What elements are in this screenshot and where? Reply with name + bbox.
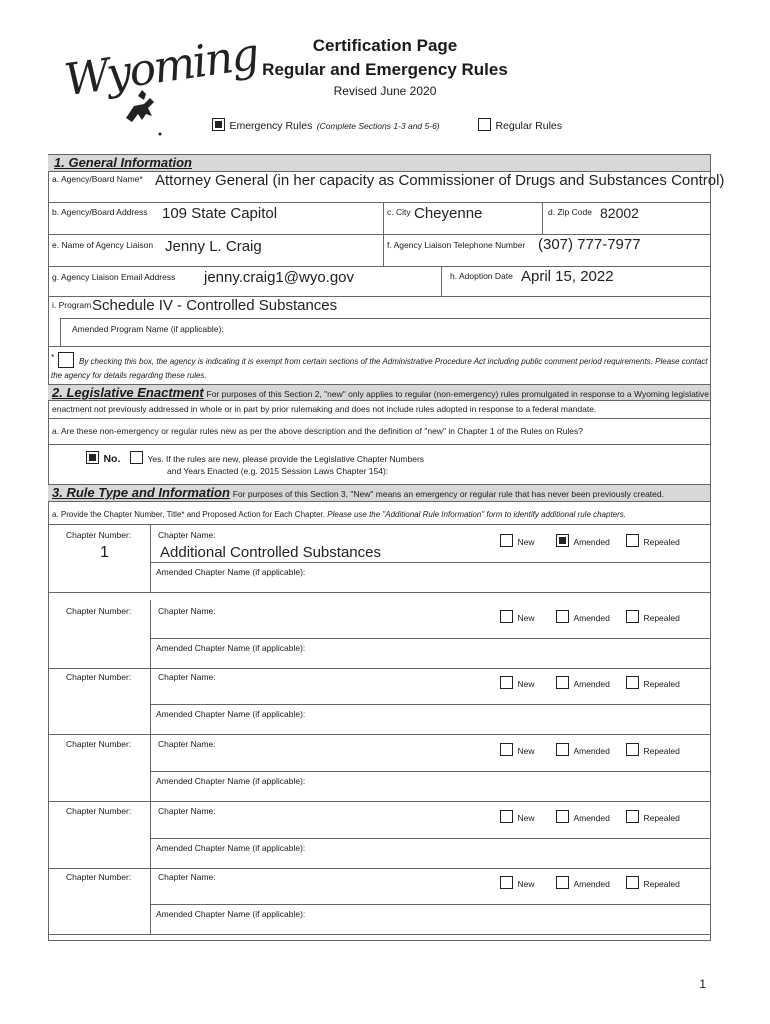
chapter-name-label: Chapter Name: <box>158 606 216 616</box>
liaison-phone-value[interactable]: (307) 777-7977 <box>538 236 641 253</box>
new-label: New <box>517 537 535 547</box>
chapter-name-label: Chapter Name: <box>158 672 216 682</box>
no-checkbox[interactable] <box>86 451 99 464</box>
chapter-name-label: Chapter Name: <box>158 806 216 816</box>
section2-intro-block <box>52 385 710 417</box>
new-checkbox[interactable] <box>500 810 513 823</box>
amended-checkbox[interactable] <box>556 676 569 689</box>
chapter-number-label: Chapter Number: <box>66 872 132 882</box>
amended-label: Amended <box>573 537 610 547</box>
repealed-label: Repealed <box>643 613 680 623</box>
chapter-number-label: Chapter Number: <box>66 739 132 749</box>
no-label: No. <box>103 453 121 465</box>
new-option[interactable] <box>500 532 534 550</box>
liaison-name-value[interactable]: Jenny L. Craig <box>165 238 262 255</box>
agency-name-value[interactable]: Attorney General (in her capacity as Commissioner of Drugs and Substances Control) <box>155 172 725 189</box>
amended-label: Amended <box>573 813 610 823</box>
page-title: Certification Page <box>312 36 458 55</box>
chapter-name-label: Chapter Name: <box>158 530 216 540</box>
new-option[interactable] <box>500 741 534 759</box>
amended-chapter-name-label: Amended Chapter Name (if applicable): <box>156 567 306 577</box>
yes-checkbox[interactable] <box>130 451 143 464</box>
repealed-label: Repealed <box>643 813 680 823</box>
repealed-checkbox[interactable] <box>626 876 639 889</box>
repealed-checkbox[interactable] <box>626 534 639 547</box>
liaison-name-label: e. Name of Agency Liaison <box>52 240 154 250</box>
amended-chapter-name-label: Amended Chapter Name (if applicable): <box>156 776 306 786</box>
amended-label: Amended <box>573 679 610 689</box>
repealed-option[interactable] <box>626 874 680 892</box>
no-option[interactable] <box>86 449 120 467</box>
regular-rules-label: Regular Rules <box>495 120 562 132</box>
wyoming-logo-text: Wyoming <box>61 28 261 107</box>
chapter-name-value[interactable]: Additional Controlled Substances <box>160 544 381 561</box>
chapter-name-label: Chapter Name: <box>158 739 216 749</box>
new-option[interactable] <box>500 808 534 826</box>
chapter-number-value[interactable]: 1 <box>100 544 109 561</box>
repealed-checkbox[interactable] <box>626 676 639 689</box>
repealed-option[interactable] <box>626 674 680 692</box>
revised-date: Revised June 2020 <box>333 84 437 98</box>
new-checkbox[interactable] <box>500 876 513 889</box>
repealed-option[interactable] <box>626 741 680 759</box>
chapter-number-label: Chapter Number: <box>66 806 132 816</box>
amended-checkbox[interactable] <box>556 743 569 756</box>
new-option[interactable] <box>500 674 534 692</box>
amended-chapter-name-label: Amended Chapter Name (if applicable): <box>156 843 306 853</box>
amended-label: Amended <box>573 879 610 889</box>
new-option[interactable] <box>500 874 534 892</box>
repealed-label: Repealed <box>643 879 680 889</box>
amended-option[interactable] <box>556 608 610 626</box>
amended-checkbox[interactable] <box>556 534 569 547</box>
amended-chapter-name-label: Amended Chapter Name (if applicable): <box>156 643 306 653</box>
section3-instruction: a. Provide the Chapter Number, Title* and Proposed Action for Each Chapter. <box>52 510 326 519</box>
amended-option[interactable] <box>556 808 610 826</box>
yes-option[interactable] <box>130 449 424 467</box>
repealed-option[interactable] <box>626 532 680 550</box>
amended-program-label: Amended Program Name (if applicable): <box>72 324 224 334</box>
section2-heading: 2. Legislative Enactment <box>52 385 204 400</box>
new-label: New <box>517 679 535 689</box>
new-checkbox[interactable] <box>500 676 513 689</box>
section1-heading: 1. General Information <box>54 155 192 170</box>
zip-code-label: d. Zip Code <box>548 207 592 217</box>
section3-intro-block <box>52 485 664 500</box>
amended-checkbox[interactable] <box>556 810 569 823</box>
amended-option[interactable] <box>556 874 610 892</box>
page-subtitle: Regular and Emergency Rules <box>262 60 508 79</box>
section3-heading: 3. Rule Type and Information <box>52 485 230 500</box>
exempt-text: By checking this box, the agency is indicating it is exempt from certain sections of the Administrative Procedure Act including public comment period requirements. Please contact the agency for details regarding these rules. <box>51 357 708 380</box>
amended-checkbox[interactable] <box>556 610 569 623</box>
zip-code-value[interactable]: 82002 <box>600 205 639 221</box>
new-checkbox[interactable] <box>500 610 513 623</box>
chapter-number-label: Chapter Number: <box>66 606 132 616</box>
amended-chapter-name-label: Amended Chapter Name (if applicable): <box>156 909 306 919</box>
section3-instruction-block <box>52 510 626 519</box>
amended-option[interactable] <box>556 532 610 550</box>
new-option[interactable] <box>500 608 534 626</box>
new-checkbox[interactable] <box>500 534 513 547</box>
liaison-email-label: g. Agency Liaison Email Address <box>52 272 176 282</box>
chapter-number-label: Chapter Number: <box>66 530 132 540</box>
repealed-checkbox[interactable] <box>626 810 639 823</box>
repealed-checkbox[interactable] <box>626 610 639 623</box>
program-label: i. Program <box>52 300 92 310</box>
city-label: c. City <box>387 207 411 217</box>
amended-label: Amended <box>573 746 610 756</box>
emergency-rules-note: (Complete Sections 1-3 and 5-6) <box>316 121 440 131</box>
amended-option[interactable] <box>556 674 610 692</box>
repealed-option[interactable] <box>626 608 680 626</box>
amended-label: Amended <box>573 613 610 623</box>
chapter-name-label: Chapter Name: <box>158 872 216 882</box>
new-label: New <box>517 813 535 823</box>
section3-intro: For purposes of this Section 3, "New" means an emergency or regular rule that has never been previously created. <box>232 489 664 499</box>
emergency-rules-option[interactable] <box>212 116 440 134</box>
liaison-phone-label: f. Agency Liaison Telephone Number <box>387 240 526 250</box>
amended-option[interactable] <box>556 741 610 759</box>
new-checkbox[interactable] <box>500 743 513 756</box>
section3-instruction-italic: Please use the "Additional Rule Information" form to identify additional rule chapters. <box>327 510 627 519</box>
amended-chapter-name-label: Amended Chapter Name (if applicable): <box>156 709 306 719</box>
section2-question: a. Are these non-emergency or regular rules new as per the above description and the definition of "new" in Chapter 1 of the Rules on Rules? <box>52 426 583 436</box>
liaison-email-value[interactable]: jenny.craig1@wyo.gov <box>204 269 355 286</box>
adoption-date-value[interactable]: April 15, 2022 <box>521 268 614 285</box>
adoption-date-label: h. Adoption Date <box>450 271 513 281</box>
chapter-number-label: Chapter Number: <box>66 672 132 682</box>
page-number: 1 <box>699 977 706 991</box>
emergency-rules-checkbox[interactable] <box>212 118 225 131</box>
repealed-option[interactable] <box>626 808 680 826</box>
new-label: New <box>517 613 535 623</box>
section2-intro: For purposes of this Section 2, "new" only applies to regular (non-emergency) rules promulgated in response to a Wyoming legislative enactment not previously addressed in whole or in part by prior rulemaking and does not include rules adopted in response to a federal mandate. <box>52 389 710 414</box>
agency-address-value[interactable]: 109 State Capitol <box>162 205 278 222</box>
amended-checkbox[interactable] <box>556 876 569 889</box>
new-label: New <box>517 879 535 889</box>
repealed-checkbox[interactable] <box>626 743 639 756</box>
exempt-star: * <box>51 352 55 362</box>
repealed-label: Repealed <box>643 537 680 547</box>
regular-rules-checkbox[interactable] <box>478 118 491 131</box>
agency-name-label: a. Agency/Board Name* <box>52 174 143 184</box>
new-label: New <box>517 746 535 756</box>
yes-label-continued: and Years Enacted (e.g. 2015 Session Laws Chapter 154): <box>167 466 389 476</box>
program-value[interactable]: Schedule IV - Controlled Substances <box>92 297 338 314</box>
regular-rules-option[interactable] <box>478 116 562 134</box>
emergency-rules-label: Emergency Rules <box>229 120 313 132</box>
repealed-label: Repealed <box>643 679 680 689</box>
yes-label: Yes. If the rules are new, please provide the Legislative Chapter Numbers <box>147 454 425 464</box>
agency-address-label: b. Agency/Board Address <box>52 207 148 217</box>
city-value[interactable]: Cheyenne <box>414 205 483 222</box>
repealed-label: Repealed <box>643 746 680 756</box>
